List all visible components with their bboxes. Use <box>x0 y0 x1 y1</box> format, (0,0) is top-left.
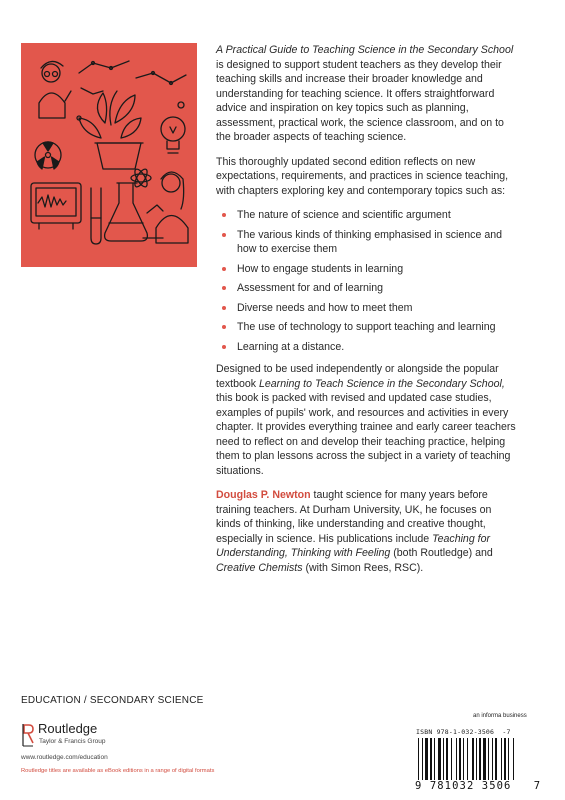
list-item: Diverse needs and how to meet them <box>216 301 516 316</box>
ebook-note: Routledge titles are available as eBook editions in a range of digital formats <box>21 768 215 774</box>
publisher-url[interactable]: www.routledge.com/education <box>21 754 108 761</box>
bullet-icon <box>222 267 226 271</box>
intro-paragraph <box>216 43 516 145</box>
intro-text: is designed to support student teachers as they develop their teaching skills and increase their broader knowledge and understanding for teaching science. It offers straightforward advice and inspiration on key topics such as planning, assessment, practical work, the science classroom, and on to the broader aspects of teaching science. <box>216 58 504 143</box>
isbn-label: ISBN 978-1-032-3506 -7 <box>416 728 511 736</box>
list-item: The use of technology to support teaching and learning <box>216 320 516 335</box>
publisher-name: Routledge <box>38 721 98 736</box>
description-column <box>216 43 516 585</box>
science-doodle-illustration <box>21 43 197 267</box>
bullet-icon <box>222 325 226 329</box>
list-item: Assessment for and of learning <box>216 281 516 296</box>
list-item: The various kinds of thinking emphasised in science and how to exercise them <box>216 228 516 257</box>
bullet-icon <box>222 306 226 310</box>
author-name: Douglas P. Newton <box>216 489 311 501</box>
cover-illustration <box>21 43 197 267</box>
subject-category: EDUCATION / SECONDARY SCIENCE <box>21 695 204 706</box>
bullet-icon <box>222 213 226 217</box>
list-item: Learning at a distance. <box>216 340 516 355</box>
publisher-group: Taylor & Francis Group <box>39 738 106 745</box>
second-paragraph: This thoroughly updated second edition reflects on new expectations, requirements, and practices in science teaching, with chapters exploring key and contemporary topics such as: <box>216 155 509 197</box>
barcode-number: 9 781032 3506 7 <box>415 780 542 792</box>
publication-title: Teaching for Understanding, Thinking with Feeling <box>216 532 491 559</box>
book-title: A Practical Guide to Teaching Science in the Secondary School <box>216 44 514 56</box>
topic-list <box>216 208 516 354</box>
routledge-logo-icon <box>21 722 35 748</box>
bullet-icon <box>222 233 226 237</box>
author-bio: Douglas P. Newton taught science for many years before training teachers. At Durham University, UK, he focuses on kinds of thinking, like understanding and creative thought, especially in science. His publications include Teaching for Understanding, Thinking with Feeling (both Routledge) and Creative Chemists (with Simon Rees, RSC). <box>216 489 493 574</box>
informa-label: an informa business <box>473 713 527 719</box>
related-book-title: Learning to Teach Science in the Secondary School, <box>259 377 505 390</box>
bullet-icon <box>222 286 226 290</box>
third-paragraph: Designed to be used independently or alongside the popular textbook Learning to Teach Science in the Secondary School, this book is packed with revised and updated case studies, examples of pupils' work, and resources and activities in every chapter. It provides everything trainee and early career teachers need to reflect on and develop their teaching practice, helping them to plan lessons across the subject in a variety of teaching situations. <box>216 363 516 477</box>
publication-title: Creative Chemists <box>216 561 303 574</box>
bullet-icon <box>222 345 226 349</box>
barcode-icon <box>416 738 544 780</box>
list-item: The nature of science and scientific argument <box>216 208 516 223</box>
list-item: How to engage students in learning <box>216 262 516 277</box>
publisher-block <box>21 720 181 760</box>
